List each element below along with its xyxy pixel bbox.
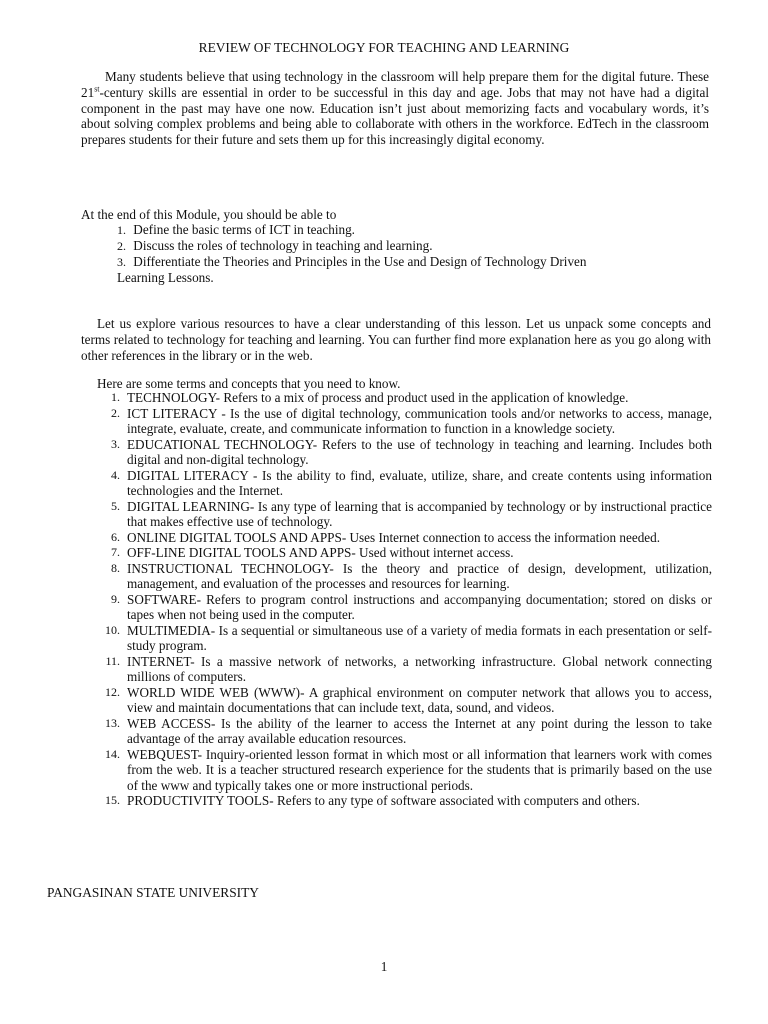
intro-paragraph xyxy=(81,69,709,148)
term-item xyxy=(96,468,712,499)
intro-superscript: st xyxy=(94,84,100,94)
term-text: ONLINE DIGITAL TOOLS AND APPS- Uses Internet connection to access the information needed. xyxy=(127,529,661,545)
term-item xyxy=(96,716,712,747)
term-text: WORLD WIDE WEB (WWW)- A graphical environment on computer network that allows you to access, view and maintain documentations that can include text, data, sound, and videos. xyxy=(127,684,712,715)
term-number: 2. xyxy=(111,405,120,420)
term-text: PRODUCTIVITY TOOLS- Refers to any type of software associated with computers and others. xyxy=(127,793,640,808)
term-item xyxy=(96,747,712,794)
term-text: EDUCATIONAL TECHNOLOGY- Refers to the use of technology in teaching and learning. Includes both digital and non-digital technology. xyxy=(127,436,712,467)
term-item xyxy=(96,437,712,468)
term-item xyxy=(96,685,712,716)
terms-list xyxy=(96,390,712,809)
term-item xyxy=(96,592,712,623)
term-number: 15. xyxy=(105,793,120,807)
term-number: 5. xyxy=(111,498,120,513)
term-number: 12. xyxy=(105,684,120,699)
term-text: ICT LITERACY - Is the use of digital technology, communication tools and/or networks to access, manage, integrate, evaluate, create, and communicate information to function in a knowledge society. xyxy=(127,405,712,436)
objective-text: Differentiate the Theories and Principles in the Use and Design of Technology Driven xyxy=(133,254,587,269)
term-text: INSTRUCTIONAL TECHNOLOGY- Is the theory and practice of design, development, utilization, management, and evaluation of the processes and resources for learning. xyxy=(127,560,712,591)
term-text: DIGITAL LITERACY - Is the ability to find, evaluate, utilize, share, and create contents using information technologies and the Internet. xyxy=(127,467,712,498)
objective-item xyxy=(117,222,677,238)
term-item xyxy=(96,545,712,561)
intro-text-part1: Many students believe that using technology in the classroom will help prepare them for the digital future. These 21 xyxy=(81,69,709,100)
term-item xyxy=(96,390,712,406)
term-text: MULTIMEDIA- Is a sequential or simultaneous use of a variety of media formats in each presentation or self-study program. xyxy=(127,622,712,653)
term-text: INTERNET- Is a massive network of networks, a networking infrastructure. Global network connecting millions of computers. xyxy=(127,653,712,684)
term-number: 11. xyxy=(105,653,120,668)
term-text: SOFTWARE- Refers to program control instructions and accompanying documentation; stored on disks or tapes when not being used in the computer. xyxy=(127,591,712,622)
term-text: DIGITAL LEARNING- Is any type of learning that is accompanied by technology or by instructional practice that makes effective use of technology. xyxy=(127,498,712,529)
objective-number: 2. xyxy=(117,239,126,253)
term-number: 1. xyxy=(111,390,120,404)
term-item xyxy=(96,623,712,654)
term-item xyxy=(96,499,712,530)
term-text: WEB ACCESS- Is the ability of the learner to access the Internet at any point during the lesson to take advantage of the array available education resources. xyxy=(127,715,712,746)
footer-university: PANGASINAN STATE UNIVERSITY xyxy=(47,885,259,900)
term-number: 9. xyxy=(111,591,120,606)
term-number: 13. xyxy=(105,715,120,730)
objective-text: Define the basic terms of ICT in teaching. xyxy=(133,222,355,237)
term-item xyxy=(96,561,712,592)
term-number: 7. xyxy=(111,545,120,559)
objectives-list xyxy=(117,222,677,286)
term-text: TECHNOLOGY- Refers to a mix of process and product used in the application of knowledge. xyxy=(127,390,629,405)
explore-paragraph: Let us explore various resources to have a clear understanding of this lesson. Let us unpack some concepts and terms related to technology for teaching and learning. You can further find more explanation here as you go along with other references in the library or in the web. xyxy=(81,316,711,363)
objective-number: 3. xyxy=(117,255,126,269)
objectives-lead: At the end of this Module, you should be able to xyxy=(81,207,337,222)
term-number: 8. xyxy=(111,560,120,575)
objective-item xyxy=(117,238,677,254)
term-number: 3. xyxy=(111,436,120,451)
term-text: OFF-LINE DIGITAL TOOLS AND APPS- Used without internet access. xyxy=(127,545,514,560)
term-number: 4. xyxy=(111,467,120,482)
objective-item xyxy=(117,254,677,286)
page-number: 1 xyxy=(380,959,388,974)
intro-text-part2: -century skills are essential in order to be successful in this day and age. Jobs that may not have had a digital component in the past may have one now. Education isn’t just about memorizing facts and vocabulary words, it’s about solving complex problems and being able to collaborate with others in the workforce. EdTech in the classroom prepares students for their future and sets them up for this increasingly digital economy. xyxy=(81,84,709,148)
term-item xyxy=(96,530,712,546)
term-text: WEBQUEST- Inquiry-oriented lesson format in which most or all information that learners work with comes from the web. It is a teacher structured research experience for the students that is primarily based on the use of the www and typically takes one or more instructional periods. xyxy=(127,746,712,793)
document-title: REVIEW OF TECHNOLOGY FOR TEACHING AND LEARNING xyxy=(198,40,570,55)
term-item xyxy=(96,793,712,809)
term-item xyxy=(96,406,712,437)
term-number: 14. xyxy=(105,746,120,761)
term-item xyxy=(96,654,712,685)
term-number: 10. xyxy=(105,622,120,637)
term-number: 6. xyxy=(111,529,120,544)
objective-text: Discuss the roles of technology in teaching and learning. xyxy=(133,238,433,253)
objective-text-continuation: Learning Lessons. xyxy=(117,270,214,285)
objective-number: 1. xyxy=(117,223,126,237)
terms-lead: Here are some terms and concepts that you need to know. xyxy=(97,376,401,391)
